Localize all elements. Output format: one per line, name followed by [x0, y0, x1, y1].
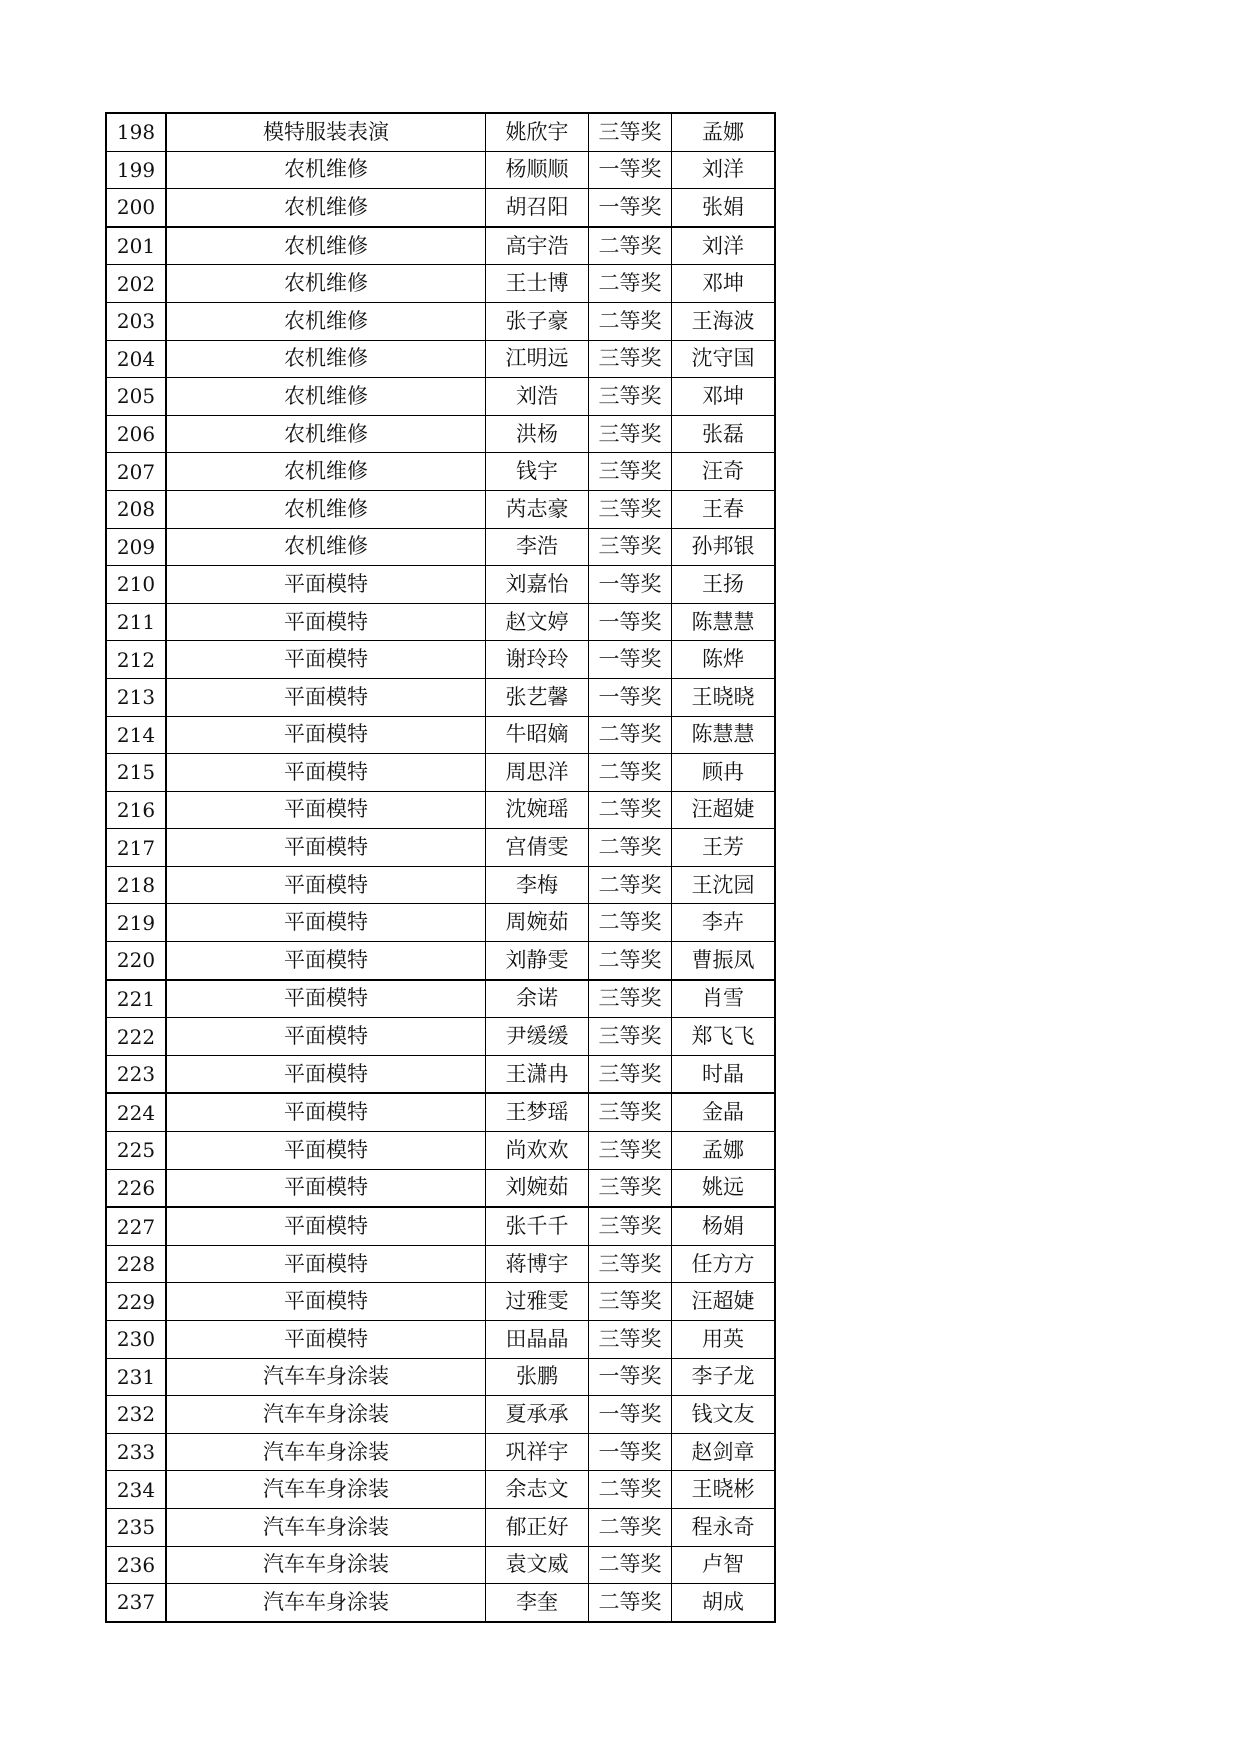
- competition-item-cell: 农机维修: [166, 415, 486, 453]
- competition-item-cell: 平面模特: [166, 1018, 486, 1056]
- row-number-cell: 228: [106, 1245, 166, 1283]
- award-level-cell: 一等奖: [589, 1433, 672, 1471]
- award-level-cell: 三等奖: [589, 453, 672, 491]
- competition-item-cell: 农机维修: [166, 340, 486, 378]
- award-level-cell: 三等奖: [589, 1093, 672, 1131]
- award-sheet: [105, 112, 776, 1623]
- row-number-cell: 205: [106, 378, 166, 416]
- teacher-name-cell: 任方方: [672, 1245, 776, 1283]
- table-row: [106, 1283, 775, 1321]
- table-row: [106, 754, 775, 792]
- student-name-cell: 胡召阳: [486, 189, 589, 227]
- award-level-cell: 三等奖: [589, 1283, 672, 1321]
- teacher-name-cell: 杨娟: [672, 1207, 776, 1245]
- table-row: [106, 1433, 775, 1471]
- student-name-cell: 尹缓缓: [486, 1018, 589, 1056]
- student-name-cell: 田晶晶: [486, 1321, 589, 1359]
- table-row: [106, 378, 775, 416]
- teacher-name-cell: 汪奇: [672, 453, 776, 491]
- student-name-cell: 杨顺顺: [486, 151, 589, 189]
- teacher-name-cell: 王晓彬: [672, 1471, 776, 1509]
- student-name-cell: 张千千: [486, 1207, 589, 1245]
- teacher-name-cell: 郑飞飞: [672, 1018, 776, 1056]
- teacher-name-cell: 王沈园: [672, 866, 776, 904]
- teacher-name-cell: 时晶: [672, 1055, 776, 1093]
- teacher-name-cell: 钱文友: [672, 1396, 776, 1434]
- row-number-cell: 201: [106, 227, 166, 265]
- competition-item-cell: 农机维修: [166, 378, 486, 416]
- award-level-cell: 二等奖: [589, 791, 672, 829]
- table-row: [106, 678, 775, 716]
- student-name-cell: 芮志豪: [486, 490, 589, 528]
- competition-item-cell: 平面模特: [166, 641, 486, 679]
- teacher-name-cell: 张娟: [672, 189, 776, 227]
- competition-item-cell: 汽车车身涂装: [166, 1584, 486, 1622]
- student-name-cell: 余诺: [486, 980, 589, 1018]
- row-number-cell: 204: [106, 340, 166, 378]
- row-number-cell: 208: [106, 490, 166, 528]
- competition-item-cell: 汽车车身涂装: [166, 1508, 486, 1546]
- student-name-cell: 夏承承: [486, 1396, 589, 1434]
- award-level-cell: 一等奖: [589, 603, 672, 641]
- row-number-cell: 215: [106, 754, 166, 792]
- competition-item-cell: 平面模特: [166, 566, 486, 604]
- teacher-name-cell: 姚远: [672, 1169, 776, 1207]
- teacher-name-cell: 顾冉: [672, 754, 776, 792]
- table-row: [106, 453, 775, 491]
- student-name-cell: 过雅雯: [486, 1283, 589, 1321]
- student-name-cell: 谢玲玲: [486, 641, 589, 679]
- table-row: [106, 189, 775, 227]
- table-row: [106, 1169, 775, 1207]
- table-row: [106, 603, 775, 641]
- row-number-cell: 213: [106, 678, 166, 716]
- student-name-cell: 李浩: [486, 528, 589, 566]
- competition-item-cell: 平面模特: [166, 1283, 486, 1321]
- student-name-cell: 余志文: [486, 1471, 589, 1509]
- teacher-name-cell: 陈慧慧: [672, 603, 776, 641]
- teacher-name-cell: 孟娜: [672, 113, 776, 151]
- competition-item-cell: 平面模特: [166, 1132, 486, 1170]
- table-row: [106, 1546, 775, 1584]
- row-number-cell: 234: [106, 1471, 166, 1509]
- competition-item-cell: 平面模特: [166, 942, 486, 980]
- teacher-name-cell: 程永奇: [672, 1508, 776, 1546]
- award-level-cell: 一等奖: [589, 1396, 672, 1434]
- teacher-name-cell: 胡成: [672, 1584, 776, 1622]
- student-name-cell: 袁文威: [486, 1546, 589, 1584]
- table-row: [106, 1207, 775, 1245]
- table-row: [106, 490, 775, 528]
- row-number-cell: 225: [106, 1132, 166, 1170]
- row-number-cell: 211: [106, 603, 166, 641]
- competition-item-cell: 农机维修: [166, 227, 486, 265]
- table-row: [106, 528, 775, 566]
- row-number-cell: 209: [106, 528, 166, 566]
- award-level-cell: 一等奖: [589, 678, 672, 716]
- award-level-cell: 三等奖: [589, 1245, 672, 1283]
- row-number-cell: 217: [106, 829, 166, 867]
- award-level-cell: 二等奖: [589, 942, 672, 980]
- competition-item-cell: 平面模特: [166, 980, 486, 1018]
- teacher-name-cell: 陈烨: [672, 641, 776, 679]
- student-name-cell: 刘浩: [486, 378, 589, 416]
- award-level-cell: 二等奖: [589, 1508, 672, 1546]
- student-name-cell: 洪杨: [486, 415, 589, 453]
- award-level-cell: 一等奖: [589, 566, 672, 604]
- award-level-cell: 二等奖: [589, 829, 672, 867]
- competition-item-cell: 平面模特: [166, 1245, 486, 1283]
- table-row: [106, 1093, 775, 1131]
- competition-item-cell: 汽车车身涂装: [166, 1358, 486, 1396]
- table-row: [106, 113, 775, 151]
- student-name-cell: 刘静雯: [486, 942, 589, 980]
- award-level-cell: 二等奖: [589, 754, 672, 792]
- competition-item-cell: 汽车车身涂装: [166, 1396, 486, 1434]
- award-level-cell: 三等奖: [589, 1018, 672, 1056]
- student-name-cell: 巩祥宇: [486, 1433, 589, 1471]
- competition-item-cell: 平面模特: [166, 1321, 486, 1359]
- teacher-name-cell: 卢智: [672, 1546, 776, 1584]
- table-row: [106, 340, 775, 378]
- row-number-cell: 222: [106, 1018, 166, 1056]
- student-name-cell: 周思洋: [486, 754, 589, 792]
- table-row: [106, 1396, 775, 1434]
- teacher-name-cell: 邓坤: [672, 265, 776, 303]
- row-number-cell: 199: [106, 151, 166, 189]
- table-row: [106, 641, 775, 679]
- row-number-cell: 223: [106, 1055, 166, 1093]
- award-level-cell: 二等奖: [589, 302, 672, 340]
- award-level-cell: 二等奖: [589, 1584, 672, 1622]
- teacher-name-cell: 金晶: [672, 1093, 776, 1131]
- teacher-name-cell: 孙邦银: [672, 528, 776, 566]
- award-level-cell: 二等奖: [589, 904, 672, 942]
- student-name-cell: 张鹏: [486, 1358, 589, 1396]
- row-number-cell: 230: [106, 1321, 166, 1359]
- award-level-cell: 一等奖: [589, 1358, 672, 1396]
- teacher-name-cell: 用英: [672, 1321, 776, 1359]
- teacher-name-cell: 孟娜: [672, 1132, 776, 1170]
- student-name-cell: 沈婉瑶: [486, 791, 589, 829]
- competition-item-cell: 平面模特: [166, 791, 486, 829]
- row-number-cell: 224: [106, 1093, 166, 1131]
- competition-item-cell: 平面模特: [166, 1169, 486, 1207]
- row-number-cell: 214: [106, 716, 166, 754]
- table-row: [106, 1245, 775, 1283]
- award-level-cell: 一等奖: [589, 189, 672, 227]
- competition-item-cell: 农机维修: [166, 265, 486, 303]
- award-level-cell: 三等奖: [589, 1169, 672, 1207]
- competition-item-cell: 汽车车身涂装: [166, 1546, 486, 1584]
- table-row: [106, 1508, 775, 1546]
- table-row: [106, 942, 775, 980]
- table-row: [106, 1584, 775, 1622]
- student-name-cell: 蒋博宇: [486, 1245, 589, 1283]
- student-name-cell: 张艺馨: [486, 678, 589, 716]
- row-number-cell: 229: [106, 1283, 166, 1321]
- row-number-cell: 198: [106, 113, 166, 151]
- row-number-cell: 227: [106, 1207, 166, 1245]
- row-number-cell: 221: [106, 980, 166, 1018]
- competition-item-cell: 平面模特: [166, 1093, 486, 1131]
- award-level-cell: 三等奖: [589, 113, 672, 151]
- table-row: [106, 1358, 775, 1396]
- row-number-cell: 216: [106, 791, 166, 829]
- table-row: [106, 866, 775, 904]
- student-name-cell: 周婉茹: [486, 904, 589, 942]
- competition-item-cell: 平面模特: [166, 904, 486, 942]
- competition-item-cell: 农机维修: [166, 528, 486, 566]
- row-number-cell: 220: [106, 942, 166, 980]
- award-level-cell: 三等奖: [589, 340, 672, 378]
- award-level-cell: 二等奖: [589, 716, 672, 754]
- student-name-cell: 宫倩雯: [486, 829, 589, 867]
- teacher-name-cell: 汪超婕: [672, 791, 776, 829]
- competition-item-cell: 农机维修: [166, 490, 486, 528]
- award-table-body: [106, 113, 775, 1622]
- student-name-cell: 李奎: [486, 1584, 589, 1622]
- teacher-name-cell: 肖雪: [672, 980, 776, 1018]
- competition-item-cell: 农机维修: [166, 302, 486, 340]
- table-row: [106, 227, 775, 265]
- table-row: [106, 1018, 775, 1056]
- competition-item-cell: 平面模特: [166, 1207, 486, 1245]
- teacher-name-cell: 王晓晓: [672, 678, 776, 716]
- table-row: [106, 791, 775, 829]
- competition-item-cell: 汽车车身涂装: [166, 1471, 486, 1509]
- student-name-cell: 姚欣宇: [486, 113, 589, 151]
- table-row: [106, 1055, 775, 1093]
- award-level-cell: 一等奖: [589, 151, 672, 189]
- row-number-cell: 200: [106, 189, 166, 227]
- row-number-cell: 233: [106, 1433, 166, 1471]
- teacher-name-cell: 刘洋: [672, 151, 776, 189]
- award-level-cell: 三等奖: [589, 378, 672, 416]
- teacher-name-cell: 曹振凤: [672, 942, 776, 980]
- table-row: [106, 980, 775, 1018]
- teacher-name-cell: 邓坤: [672, 378, 776, 416]
- teacher-name-cell: 王春: [672, 490, 776, 528]
- teacher-name-cell: 王扬: [672, 566, 776, 604]
- competition-item-cell: 农机维修: [166, 453, 486, 491]
- competition-item-cell: 汽车车身涂装: [166, 1433, 486, 1471]
- table-row: [106, 415, 775, 453]
- student-name-cell: 李梅: [486, 866, 589, 904]
- student-name-cell: 刘婉茹: [486, 1169, 589, 1207]
- award-level-cell: 二等奖: [589, 265, 672, 303]
- table-row: [106, 716, 775, 754]
- competition-item-cell: 平面模特: [166, 754, 486, 792]
- teacher-name-cell: 陈慧慧: [672, 716, 776, 754]
- student-name-cell: 高宇浩: [486, 227, 589, 265]
- teacher-name-cell: 汪超婕: [672, 1283, 776, 1321]
- table-row: [106, 829, 775, 867]
- student-name-cell: 刘嘉怡: [486, 566, 589, 604]
- award-level-cell: 三等奖: [589, 528, 672, 566]
- row-number-cell: 236: [106, 1546, 166, 1584]
- row-number-cell: 226: [106, 1169, 166, 1207]
- award-level-cell: 二等奖: [589, 1471, 672, 1509]
- student-name-cell: 尚欢欢: [486, 1132, 589, 1170]
- student-name-cell: 张子豪: [486, 302, 589, 340]
- competition-item-cell: 平面模特: [166, 866, 486, 904]
- table-row: [106, 1471, 775, 1509]
- competition-item-cell: 农机维修: [166, 151, 486, 189]
- table-row: [106, 151, 775, 189]
- competition-item-cell: 农机维修: [166, 189, 486, 227]
- row-number-cell: 237: [106, 1584, 166, 1622]
- student-name-cell: 赵文婷: [486, 603, 589, 641]
- row-number-cell: 218: [106, 866, 166, 904]
- award-level-cell: 三等奖: [589, 1055, 672, 1093]
- teacher-name-cell: 刘洋: [672, 227, 776, 265]
- teacher-name-cell: 赵剑章: [672, 1433, 776, 1471]
- row-number-cell: 219: [106, 904, 166, 942]
- row-number-cell: 206: [106, 415, 166, 453]
- competition-item-cell: 平面模特: [166, 603, 486, 641]
- student-name-cell: 钱宇: [486, 453, 589, 491]
- award-level-cell: 三等奖: [589, 415, 672, 453]
- row-number-cell: 235: [106, 1508, 166, 1546]
- row-number-cell: 210: [106, 566, 166, 604]
- teacher-name-cell: 王芳: [672, 829, 776, 867]
- award-level-cell: 三等奖: [589, 490, 672, 528]
- row-number-cell: 202: [106, 265, 166, 303]
- competition-item-cell: 平面模特: [166, 1055, 486, 1093]
- row-number-cell: 231: [106, 1358, 166, 1396]
- table-row: [106, 1132, 775, 1170]
- teacher-name-cell: 张磊: [672, 415, 776, 453]
- award-level-cell: 三等奖: [589, 1321, 672, 1359]
- student-name-cell: 王士博: [486, 265, 589, 303]
- row-number-cell: 207: [106, 453, 166, 491]
- award-table: [105, 112, 776, 1623]
- student-name-cell: 王潇冉: [486, 1055, 589, 1093]
- row-number-cell: 212: [106, 641, 166, 679]
- student-name-cell: 王梦瑶: [486, 1093, 589, 1131]
- row-number-cell: 203: [106, 302, 166, 340]
- award-level-cell: 三等奖: [589, 980, 672, 1018]
- table-row: [106, 302, 775, 340]
- teacher-name-cell: 李子龙: [672, 1358, 776, 1396]
- table-row: [106, 1321, 775, 1359]
- table-row: [106, 265, 775, 303]
- award-level-cell: 二等奖: [589, 1546, 672, 1584]
- student-name-cell: 牛昭嫡: [486, 716, 589, 754]
- award-level-cell: 二等奖: [589, 866, 672, 904]
- competition-item-cell: 平面模特: [166, 829, 486, 867]
- award-level-cell: 三等奖: [589, 1132, 672, 1170]
- award-level-cell: 一等奖: [589, 641, 672, 679]
- award-level-cell: 三等奖: [589, 1207, 672, 1245]
- competition-item-cell: 平面模特: [166, 716, 486, 754]
- teacher-name-cell: 沈守国: [672, 340, 776, 378]
- table-row: [106, 566, 775, 604]
- student-name-cell: 郁正好: [486, 1508, 589, 1546]
- award-level-cell: 二等奖: [589, 227, 672, 265]
- competition-item-cell: 平面模特: [166, 678, 486, 716]
- student-name-cell: 江明远: [486, 340, 589, 378]
- teacher-name-cell: 王海波: [672, 302, 776, 340]
- table-row: [106, 904, 775, 942]
- row-number-cell: 232: [106, 1396, 166, 1434]
- competition-item-cell: 模特服装表演: [166, 113, 486, 151]
- teacher-name-cell: 李卉: [672, 904, 776, 942]
